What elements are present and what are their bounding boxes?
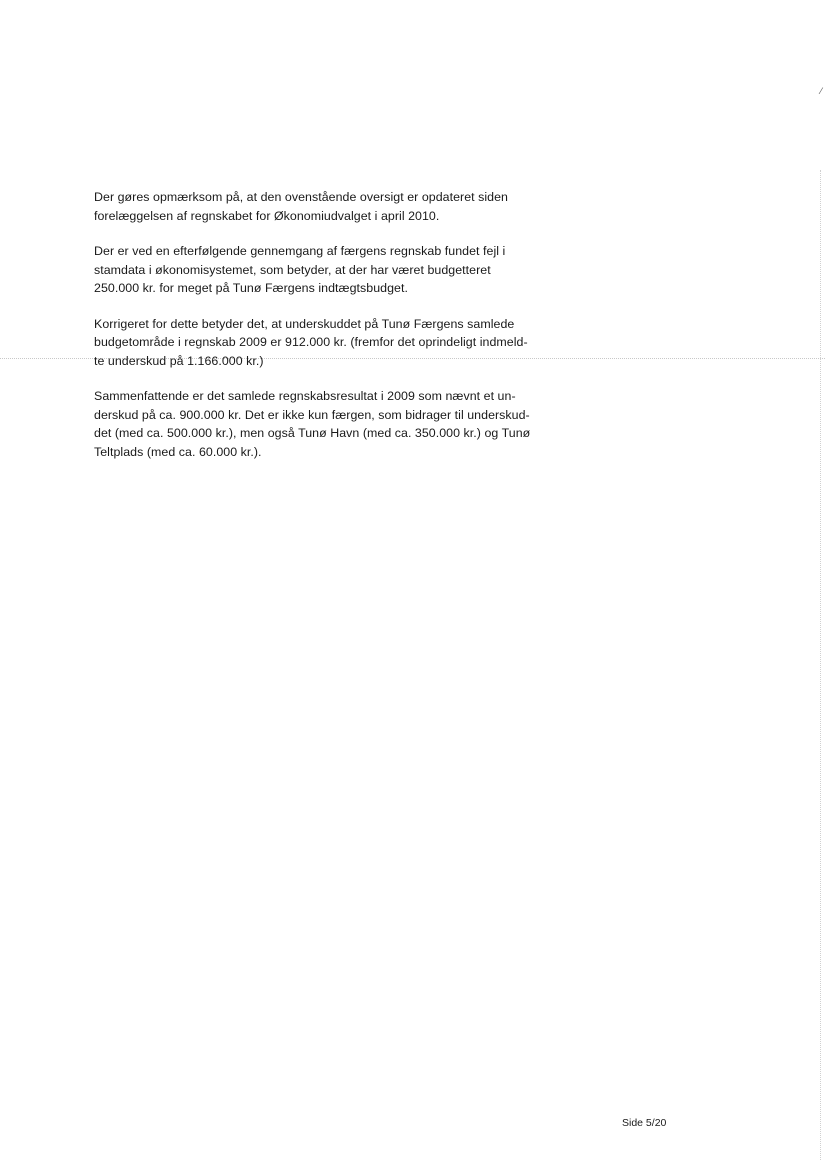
paragraph-error-found	[94, 242, 594, 298]
text-line: Der er ved en efterfølgende gennemgang af færgens regnskab fundet fejl i	[94, 244, 506, 258]
page-number: Side 5/20	[622, 1117, 667, 1129]
text-line: det (med ca. 500.000 kr.), men også Tunø Havn (med ca. 350.000 kr.) og Tunø	[94, 426, 531, 440]
paragraph-update-note	[94, 188, 594, 225]
text-line: Korrigeret for dette betyder det, at underskuddet på Tunø Færgens samlede	[94, 316, 515, 331]
text-line: te underskud på 1.166.000 kr.)	[94, 353, 264, 368]
text-line: stamdata i økonomisystemet, som betyder, at der har været budgetteret	[94, 262, 491, 277]
text-line: Sammenfattende er det samlede regnskabsresultat i 2009 som nævnt et un-	[94, 389, 516, 403]
text-line: 250.000 kr. for meget på Tunø Færgens indtægtsbudget.	[94, 281, 408, 295]
text-line: Der gøres opmærksom på, at den ovenstående oversigt er opdateret siden	[94, 190, 508, 204]
paragraph-corrected-deficit	[94, 315, 594, 371]
scan-corner-mark: ⁄	[820, 86, 822, 96]
paragraph-summary	[94, 387, 594, 461]
text-line: budgetområde i regnskab 2009 er 912.000 kr. (fremfor det oprindeligt indmeld-	[94, 335, 528, 349]
text-line: Teltplads (med ca. 60.000 kr.).	[94, 444, 262, 459]
body-text	[94, 188, 594, 478]
text-line: derskud på ca. 900.000 kr. Det er ikke kun færgen, som bidrager til underskud-	[94, 407, 530, 422]
text-line: forelæggelsen af regnskabet for Økonomiudvalget i april 2010.	[94, 208, 440, 223]
scan-edge-marks	[820, 170, 821, 1160]
